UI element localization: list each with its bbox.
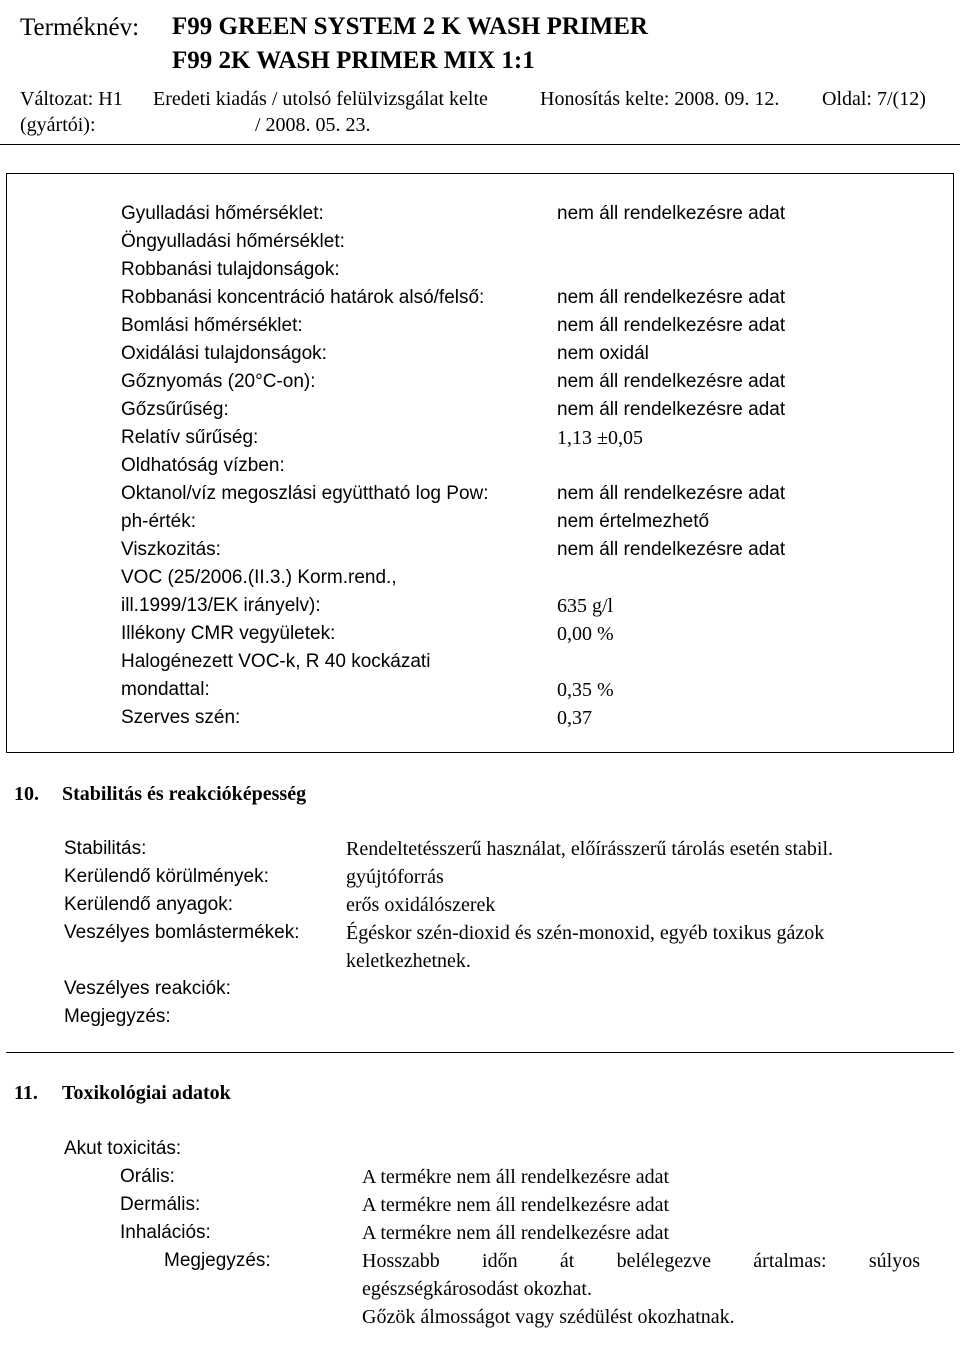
version-label: Változat: H1 — [20, 88, 123, 110]
property-value: nem áll rendelkezésre adat — [557, 483, 786, 504]
hazardous-decomposition-value-cont: keletkezhetnek. — [346, 950, 471, 972]
property-value: nem oxidál — [557, 343, 649, 364]
property-row — [121, 343, 941, 371]
property-row — [121, 651, 941, 679]
property-label: Oktanol/víz megoszlási együttható log Pow: — [121, 483, 489, 504]
property-row — [121, 539, 941, 567]
property-row — [121, 427, 941, 455]
property-label: Gőznyomás (20°C-on): — [121, 371, 316, 392]
inhalation-label: Inhalációs: — [120, 1222, 211, 1243]
issue-label-2: (gyártói): — [20, 114, 96, 136]
hazardous-decomposition-value: Égéskor szén-dioxid és szén-monoxid, egyéb toxikus gázok — [346, 922, 825, 944]
approval-date: Honosítás kelte: 2008. 09. 12. — [540, 88, 780, 110]
header-rule — [0, 144, 960, 145]
property-label: Bomlási hőmérséklet: — [121, 315, 303, 336]
toxicology-note-line3: Gőzök álmosságot vagy szédülést okozhatnak. — [362, 1306, 735, 1328]
property-label: Oldhatóság vízben: — [121, 455, 285, 476]
property-value: nem áll rendelkezésre adat — [557, 287, 786, 308]
property-value: nem áll rendelkezésre adat — [557, 399, 786, 420]
issue-date: / 2008. 05. 23. — [255, 114, 371, 136]
property-row — [121, 371, 941, 399]
product-name-line1: F99 GREEN SYSTEM 2 K WASH PRIMER — [172, 13, 648, 40]
section-10-note-label: Megjegyzés: — [64, 1006, 171, 1027]
materials-to-avoid-label: Kerülendő anyagok: — [64, 894, 234, 915]
property-value: 0,37 — [557, 707, 592, 729]
product-name-label: Terméknév: — [20, 14, 140, 41]
property-label: Robbanási tulajdonságok: — [121, 259, 340, 280]
materials-to-avoid-value: erős oxidálószerek — [346, 894, 496, 916]
page-number: Oldal: 7/(12) — [822, 88, 926, 110]
property-row — [121, 287, 941, 315]
toxicology-note-line2: egészségkárosodást okozhat. — [362, 1278, 592, 1300]
dermal-value: A termékre nem áll rendelkezésre adat — [362, 1194, 670, 1216]
property-label: ph-érték: — [121, 511, 196, 532]
property-label: Oxidálási tulajdonságok: — [121, 343, 327, 364]
property-label: Gőzsűrűség: — [121, 399, 229, 420]
section-10-number: 10. — [14, 783, 39, 805]
conditions-to-avoid-value: gyújtóforrás — [346, 866, 444, 888]
property-value: 1,13 ±0,05 — [557, 427, 643, 449]
stability-value: Rendeltetésszerű használat, előírásszerű tárolás esetén stabil. — [346, 838, 834, 860]
property-row — [121, 259, 941, 287]
document-header — [0, 0, 960, 147]
property-value: 0,35 % — [557, 679, 614, 701]
property-value: 0,00 % — [557, 623, 614, 645]
property-value: nem értelmezhető — [557, 511, 710, 532]
property-row — [121, 483, 941, 511]
hazardous-reactions-label: Veszélyes reakciók: — [64, 978, 231, 999]
property-label: Öngyulladási hőmérséklet: — [121, 231, 345, 252]
section-11-number: 11. — [14, 1082, 38, 1104]
dermal-label: Dermális: — [120, 1194, 201, 1215]
issue-label: Eredeti kiadás / utolsó felülvizsgálat kelte — [153, 88, 488, 110]
oral-label: Orális: — [120, 1166, 175, 1187]
hazardous-decomposition-label: Veszélyes bomlástermékek: — [64, 922, 300, 943]
toxicology-note-label: Megjegyzés: — [164, 1250, 271, 1271]
property-label: ill.1999/13/EK irányelv): — [121, 595, 321, 616]
property-value: nem áll rendelkezésre adat — [557, 539, 786, 560]
oral-value: A termékre nem áll rendelkezésre adat — [362, 1166, 670, 1188]
stability-label: Stabilitás: — [64, 838, 147, 859]
property-label: Szerves szén: — [121, 707, 241, 728]
section-11-title: Toxikológiai adatok — [62, 1082, 231, 1104]
property-row — [121, 315, 941, 343]
property-value: nem áll rendelkezésre adat — [557, 315, 786, 336]
conditions-to-avoid-label: Kerülendő körülmények: — [64, 866, 269, 887]
property-row — [121, 511, 941, 539]
property-row — [121, 595, 941, 623]
property-row — [121, 203, 941, 231]
property-label: VOC (25/2006.(II.3.) Korm.rend., — [121, 567, 397, 588]
toxicology-note-line1: Hosszabb időn át belélegezve ártalmas: súlyos — [362, 1250, 920, 1272]
property-label: Relatív sűrűség: — [121, 427, 259, 448]
property-label: Viszkozitás: — [121, 539, 221, 560]
property-row — [121, 679, 941, 707]
property-row — [121, 399, 941, 427]
product-name-line2: F99 2K WASH PRIMER MIX 1:1 — [172, 47, 535, 74]
section-10-title: Stabilitás és reakcióképesség — [62, 783, 307, 805]
property-row — [121, 623, 941, 651]
property-label: Halogénezett VOC-k, R 40 kockázati — [121, 651, 431, 672]
property-row — [121, 707, 941, 735]
section-divider — [6, 1052, 954, 1053]
property-value: nem áll rendelkezésre adat — [557, 371, 786, 392]
property-row — [121, 567, 941, 595]
property-label: mondattal: — [121, 679, 210, 700]
inhalation-value: A termékre nem áll rendelkezésre adat — [362, 1222, 670, 1244]
property-row — [121, 455, 941, 483]
property-label: Illékony CMR vegyületek: — [121, 623, 336, 644]
property-label: Robbanási koncentráció határok alsó/felső: — [121, 287, 485, 308]
property-value: 635 g/l — [557, 595, 614, 617]
property-row — [121, 231, 941, 259]
acute-toxicity-label: Akut toxicitás: — [64, 1138, 182, 1159]
property-label: Gyulladási hőmérséklet: — [121, 203, 324, 224]
property-value: nem áll rendelkezésre adat — [557, 203, 786, 224]
